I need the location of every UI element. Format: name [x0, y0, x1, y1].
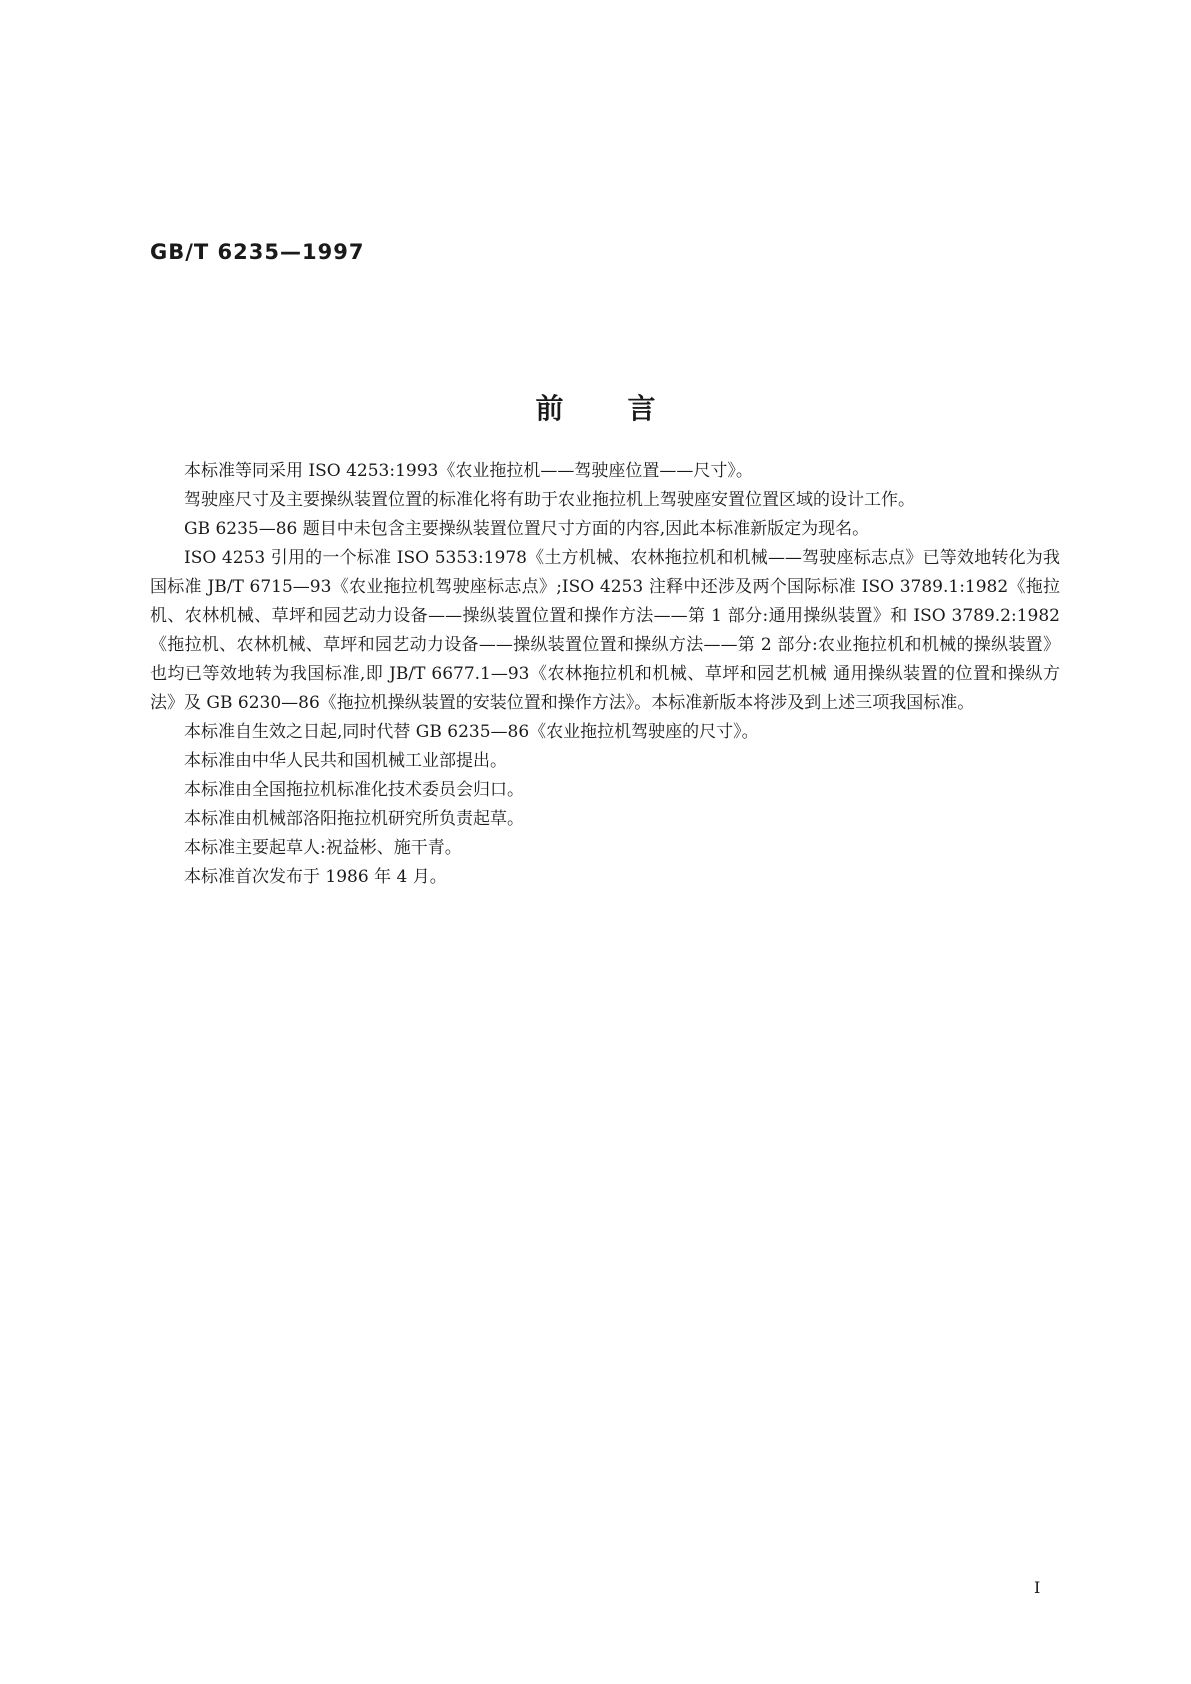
paragraph: GB 6235—86 题目中未包含主要操纵装置位置尺寸方面的内容,因此本标准新版定为现名。 [184, 519, 870, 539]
paragraph: 本标准由中华人民共和国机械工业部提出。 [184, 751, 507, 771]
paragraph: 本标准自生效之日起,同时代替 GB 6235—86《农业拖拉机驾驶座的尺寸》。 [184, 722, 759, 742]
paragraph: 本标准由机械部洛阳拖拉机研究所负责起草。 [184, 809, 524, 829]
page-title: 前言 [535, 392, 720, 425]
foreword-body [150, 457, 1060, 892]
paragraph: ISO 4253 引用的一个标准 ISO 5353:1978《土方机械、农林拖拉机和机械——驾驶座标志点》已等效地转化为我国标准 JB/T 6715—93《农业拖拉机驾驶座标志点》;ISO 4253 注释中还涉及两个国际标准 ISO 3789.1:1982《拖拉机、农林机械、草坪和园艺动力设备——操纵装置位置和操作方法——第 1 部分:通用操纵装置》和 ISO 3789.2:1982《拖拉机、农林机械、草坪和园艺动力设备——操纵装置位置和操纵方法——第 2 部分:农业拖拉机和机械的操纵装置》也均已等效地转为我国标准,即 JB/T 6677.1—93《农林拖拉机和机械、草坪和园艺机械 通用操纵装置的位置和操纵方法》及 GB 6230—86《拖拉机操纵装置的安装位置和操作方法》。本标准新版本将涉及到上述三项我国标准。 [150, 548, 1060, 713]
paragraph: 本标准首次发布于 1986 年 4 月。 [184, 867, 447, 887]
paragraph: 本标准等同采用 ISO 4253:1993《农业拖拉机——驾驶座位置——尺寸》。 [184, 461, 753, 481]
paragraph: 本标准主要起草人:祝益彬、施干青。 [184, 838, 462, 858]
paragraph: 本标准由全国拖拉机标准化技术委员会归口。 [184, 780, 524, 800]
standard-code: GB/T 6235—1997 [150, 240, 365, 264]
paragraph: 驾驶座尺寸及主要操纵装置位置的标准化将有助于农业拖拉机上驾驶座安置位置区域的设计工作。 [184, 490, 915, 510]
page-number: I [1034, 1578, 1041, 1597]
